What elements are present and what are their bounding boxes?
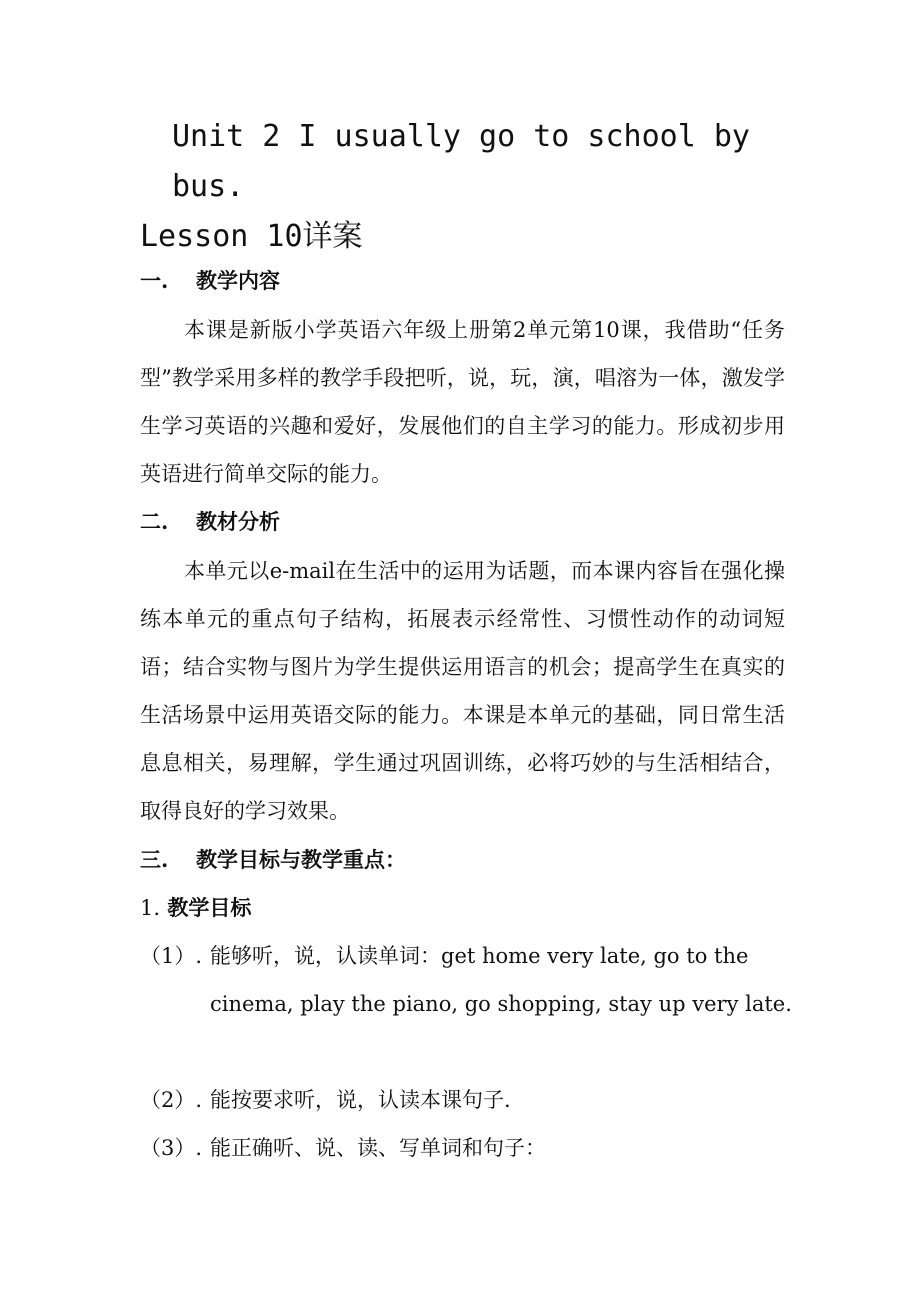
title-line-2: Lesson 10详案 <box>140 219 363 254</box>
subsection-number: 1. <box>140 896 161 920</box>
list-item <box>140 1124 805 1172</box>
list-item-text: 能够听，说，认读单词：get home very late, go to the cinema, play the piano, go shopping, stay up very late. <box>210 944 792 1016</box>
section-number: 三. <box>140 847 169 872</box>
section-heading-text: 教学目标与教学重点： <box>196 847 406 872</box>
section-paragraph-2: 本单元以e-mail在生活中的运用为话题，而本课内容旨在强化操练本单元的重点句子结构，拓展表示经常性、习惯性动作的动词短语；结合实物与图片为学生提供运用语言的机会；提高学生在真实的生活场景中运用英语交际的能力。本课是本单元的基础，同日常生活息息相关，易理解，学生通过巩固训练，必将巧妙的与生活相结合，取得良好的学习效果。 <box>140 559 785 823</box>
list-item <box>140 932 805 1028</box>
list-item-text: 能正确听、说、读、写单词和句子： <box>210 1136 546 1160</box>
list-item-marker: （2）. <box>140 1088 203 1112</box>
section-heading-1 <box>140 266 280 296</box>
title-line-1: Unit 2 I usually go to school by bus. <box>172 119 750 204</box>
list-item <box>140 1076 805 1124</box>
document-title <box>140 112 800 262</box>
subsection-heading <box>140 893 251 923</box>
list-item-marker: （3）. <box>140 1136 203 1160</box>
subsection-heading-text: 教学目标 <box>167 895 252 920</box>
section-number: 一. <box>140 268 169 293</box>
section-heading-2 <box>140 507 280 537</box>
list-item-marker: （1）. <box>140 944 203 968</box>
section-paragraph-1: 本课是新版小学英语六年级上册第2单元第10课，我借助“任务型”教学采用多样的教学手段把听，说，玩，演，唱溶为一体，激发学生学习英语的兴趣和爱好，发展他们的自主学习的能力。形成初步用英语进行简单交际的能力。 <box>140 318 785 486</box>
section-heading-text: 教学内容 <box>196 268 280 293</box>
section-heading-text: 教材分析 <box>196 509 280 534</box>
list-item-text: 能按要求听，说，认读本课句子. <box>210 1088 511 1112</box>
section-number: 二. <box>140 509 169 534</box>
section-heading-3 <box>140 845 406 875</box>
